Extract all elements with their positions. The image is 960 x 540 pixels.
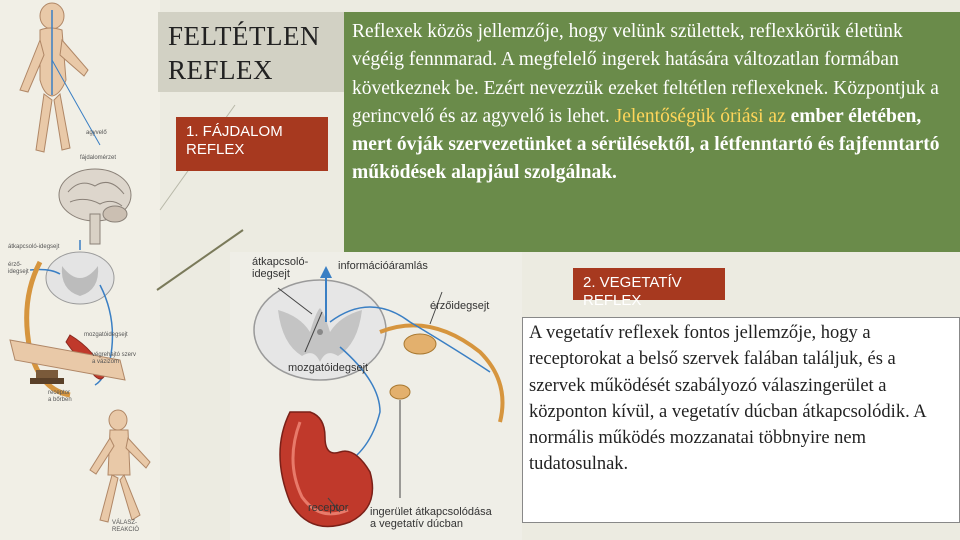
diagram-label-motor: mozgatóidegsejt xyxy=(288,362,369,374)
strip-label-sensory: érző- idegsejt xyxy=(8,262,29,275)
strip-label-motor: mozgatóidegsejt xyxy=(84,332,128,338)
strip-label-receptor: receptor a bőrben xyxy=(48,390,72,403)
strip-label-pain: fájdalomérzet xyxy=(80,155,117,161)
description-text: Reflexek közös jellemzője, hogy velünk születtek, reflexkörük életünk végéig fennmarad. A megfelelő ingerek hatására változatlan formában következnek be. Ezért nevezzük ezeket feltétlen reflexeknek. Központjuk a gerincvelő és az agyvelő is lehet. xyxy=(352,21,939,127)
description-highlight: Jelentőségük óriási az xyxy=(614,105,786,127)
strip-label-response: VÁLASZ- REAKCIÓ xyxy=(112,520,140,533)
title-line-1: FELTÉTLEN xyxy=(168,21,320,51)
strip-label-brain: agyvelő xyxy=(86,130,107,136)
diagram-label-info-flow: információáramlás xyxy=(338,260,428,272)
vegetative-reflex-diagram xyxy=(230,252,522,540)
pain-reflex-label: 1. FÁJDALOM REFLEX xyxy=(176,117,328,171)
strip-label-effector: végrehajtó szerv a vázizom xyxy=(92,352,137,365)
diagram-label-receptor: receptor xyxy=(308,502,349,514)
title-line-2: REFLEX xyxy=(168,54,274,85)
diagram-label-ganglion: ingerület átkapcsolódása a vegetatív dúcban xyxy=(370,506,492,531)
diagram-label-sensory: érzőidegsejt xyxy=(430,300,490,312)
vegetative-text-box: A vegetatív reflexek fontos jellemzője, hogy a receptorokat a belső szervek falában találjuk, és a szervek működését szabályozó válaszingerület a központon kívül, a vegetatív dúcban átkapcsolódik. A normális működés mozzanatai többnyire nem tudatosulnak. xyxy=(522,317,960,523)
description-box xyxy=(344,12,960,252)
reflex-diagram-svg xyxy=(230,252,522,540)
description-bold: ember életében, mert óvják szervezetünket a sérülésektől, a létfenntartó és fajfenntartó működések alapjául szolgálnak. xyxy=(352,105,940,184)
title-box xyxy=(158,12,344,92)
diagram-label-interneuron: átkapcsoló- idegsejt xyxy=(252,256,309,281)
anatomy-illustration xyxy=(0,0,160,540)
strip-label-interneuron: átkapcsoló-idegsejt xyxy=(8,244,60,250)
vegetative-reflex-label: 2. VEGETATÍV REFLEX xyxy=(573,268,725,300)
